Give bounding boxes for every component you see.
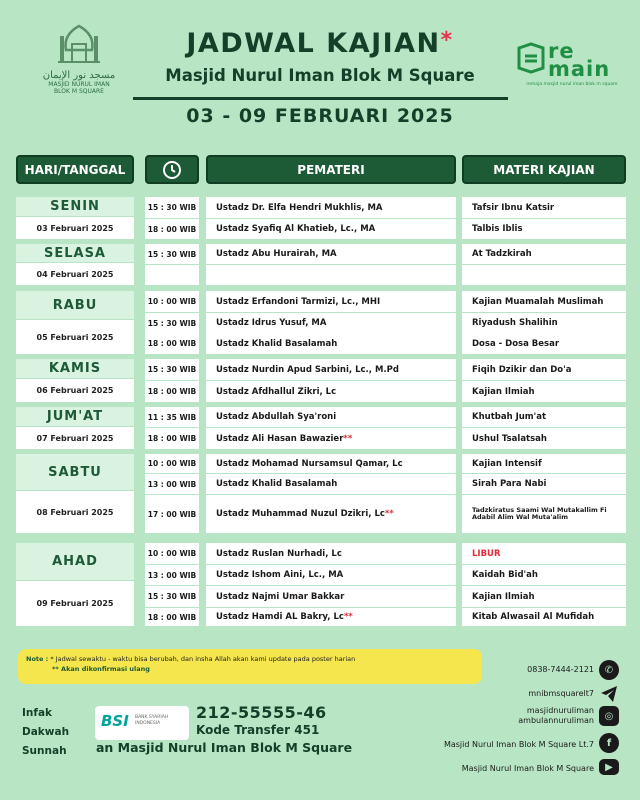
speaker-name: Ustadz Dr. Elfa Hendri Mukhlis, MA — [216, 202, 383, 213]
session-speaker — [206, 381, 456, 402]
note-line-2: ** Akan dikonfirmasi ulang — [52, 665, 150, 673]
infak-line-1: Infak — [22, 707, 53, 719]
header-time — [145, 155, 199, 184]
speaker-name: Ustadz Idrus Yusuf, MA — [216, 318, 327, 328]
session-speaker — [206, 333, 456, 354]
note-box — [18, 649, 482, 684]
session-topic: LIBUR — [462, 543, 626, 564]
speaker-name: Ustadz Nurdin Apud Sarbini, Lc., M.Pd — [216, 364, 399, 375]
session-time: 15 : 30 WIB — [145, 197, 199, 218]
whatsapp-number: 0838-7444-2121 — [527, 665, 594, 674]
day-date: 03 Februari 2025 — [16, 217, 134, 239]
session-topic: Sirah Para Nabi — [462, 474, 626, 494]
session-speaker — [206, 495, 456, 533]
session-speaker — [206, 197, 456, 218]
session-topic: Dosa - Dosa Besar — [462, 333, 626, 354]
day-date: 08 Februari 2025 — [16, 491, 134, 533]
bsi-logo — [95, 706, 189, 740]
header-day-date: HARI/TANGGAL — [16, 155, 134, 184]
session-speaker — [206, 543, 456, 564]
speaker-name: Ustadz Najmi Umar Bakkar — [216, 591, 345, 602]
speaker-name: Ustadz Erfandoni Tarmizi, Lc., MHI — [216, 296, 381, 307]
telegram-handle: mnibmsquarelt7 — [528, 689, 594, 698]
title-asterisk: * — [440, 28, 454, 53]
session-topic: Tadzkiratus Saami Wal Mutakallim Fi Adabil Alim Wal Muta'alim — [462, 495, 626, 533]
session-topic: Kajian Ilmiah — [462, 586, 626, 607]
youtube-channel: Masjid Nurul Iman Blok M Square — [461, 764, 594, 773]
session-time: 10 : 00 WIB — [145, 454, 199, 473]
session-speaker — [206, 474, 456, 494]
day-date: 07 Februari 2025 — [16, 427, 134, 449]
session-topic: Tafsir Ibnu Katsir — [462, 197, 626, 218]
speaker-name: Ustadz Khalid Basalamah — [216, 479, 338, 489]
page-subtitle: Masjid Nurul Iman Blok M Square — [165, 66, 475, 85]
session-time: 15 : 30 WIB — [145, 586, 199, 607]
session-time: 13 : 00 WIB — [145, 565, 199, 585]
session-time: 13 : 00 WIB — [145, 474, 199, 494]
header-speaker: PEMATERI — [206, 155, 456, 184]
speaker-name: Ustadz Ali Hasan Bawazier — [216, 433, 344, 444]
speaker-name: Ustadz Syafiq Al Khatieb, Lc., MA — [216, 224, 376, 234]
logo-arabic-text: مسجد نور الإيمان — [42, 70, 116, 81]
remain-tagline: remaja masjid nurul iman blok m square — [526, 82, 618, 87]
speaker-name: Ustadz Afdhallul Zikri, Lc — [216, 386, 337, 397]
session-topic: Kajian Muamalah Muslimah — [462, 291, 626, 312]
confirm-mark: ** — [343, 612, 353, 622]
infak-line-3: Sunnah — [22, 745, 67, 757]
session-topic: Kitab Alwasail Al Mufidah — [462, 608, 626, 626]
logo-line-1: MASJID NURUL IMAN — [48, 81, 110, 88]
speaker-name: Ustadz Abdullah Sya'roni — [216, 412, 337, 422]
session-time: 10 : 00 WIB — [145, 291, 199, 312]
session-topic: Talbis Iblis — [462, 219, 626, 239]
day-name: SENIN — [16, 197, 134, 216]
youtube-icon: ▶ — [599, 759, 619, 775]
day-date: 05 Februari 2025 — [16, 320, 134, 354]
session-time: 15 : 30 WIB — [145, 244, 199, 264]
note-line-1: * Jadwal sewaktu - waktu bisa berubah, dan insha Allah akan kami update pada poster harian — [50, 655, 356, 663]
session-speaker — [206, 428, 456, 449]
header-divider — [133, 97, 508, 100]
session-speaker — [206, 219, 456, 239]
day-name: SELASA — [16, 244, 134, 262]
bsi-sub-2: INDONESIA — [135, 721, 161, 726]
day-name: SABTU — [16, 454, 134, 490]
day-date: 06 Februari 2025 — [16, 379, 134, 402]
speaker-name: Ustadz Muhammad Nuzul Dzikri, Lc — [216, 509, 385, 519]
session-speaker — [206, 407, 456, 427]
speaker-name: Ustadz Ruslan Nurhadi, Lc — [216, 548, 342, 559]
session-speaker — [206, 359, 456, 380]
session-topic — [462, 265, 626, 285]
session-topic: Khutbah Jum'at — [462, 407, 626, 427]
note-label: Note : — [26, 655, 49, 663]
day-date: 09 Februari 2025 — [16, 581, 134, 626]
session-speaker — [206, 565, 456, 585]
clock-icon — [162, 160, 182, 180]
session-time: 18 : 00 WIB — [145, 381, 199, 402]
bsi-sub-1: BANK SYARIAH — [135, 715, 169, 720]
remain-re: re — [548, 39, 575, 63]
day-name: JUM'AT — [16, 407, 134, 426]
session-speaker — [206, 313, 456, 333]
session-speaker — [206, 265, 456, 285]
speaker-name: Ustadz Mohamad Nursamsul Qamar, Lc — [216, 458, 403, 469]
account-name: an Masjid Nurul Iman Blok M Square — [96, 740, 353, 755]
speaker-name: Ustadz Abu Hurairah, MA — [216, 249, 337, 259]
day-date: 04 Februari 2025 — [16, 263, 134, 285]
session-topic: At Tadzkirah — [462, 244, 626, 264]
speaker-name: Ustadz Ishom Aini, Lc., MA — [216, 570, 344, 580]
speaker-name: Ustadz Hamdi AL Bakry, Lc — [216, 612, 344, 622]
day-name: KAMIS — [16, 359, 134, 378]
whatsapp-icon: ✆ — [599, 660, 619, 680]
account-number: 212-55555-46 — [196, 703, 327, 722]
remain-main: main — [548, 57, 611, 81]
instagram-handle-1: masjidnuruliman — [526, 706, 594, 715]
logo-line-2: BLOK M SQUARE — [54, 88, 104, 95]
session-time: 18 : 00 WIB — [145, 219, 199, 239]
session-topic: Kajian Intensif — [462, 454, 626, 473]
session-topic: Kajian Ilmiah — [462, 381, 626, 402]
infak-line-2: Dakwah — [22, 726, 70, 738]
facebook-page: Masjid Nurul Iman Blok M Square Lt.7 — [443, 740, 594, 749]
bsi-logo-text: BSI — [101, 712, 129, 730]
session-time: 18 : 00 WIB — [145, 428, 199, 449]
confirm-mark: ** — [384, 509, 394, 519]
infak-label — [22, 704, 69, 761]
session-time: 17 : 00 WIB — [145, 495, 199, 533]
session-topic: Fiqih Dzikir dan Do'a — [462, 359, 626, 380]
facebook-icon: f — [599, 733, 619, 753]
mosque-emblem-icon — [54, 22, 104, 68]
day-name: RABU — [16, 291, 134, 319]
session-topic: Kaidah Bid'ah — [462, 565, 626, 585]
session-time: 18 : 00 WIB — [145, 608, 199, 626]
transfer-code: Kode Transfer 451 — [196, 723, 320, 737]
speaker-name: Ustadz Khalid Basalamah — [216, 338, 338, 349]
session-time: 11 : 35 WIB — [145, 407, 199, 427]
session-time: 15 : 30 WIB — [145, 359, 199, 380]
session-speaker — [206, 454, 456, 473]
instagram-handle-2: ambulannuruliman — [518, 716, 594, 725]
session-time — [145, 265, 199, 285]
session-time: 15 : 30 WIB — [145, 313, 199, 333]
session-time: 18 : 00 WIB — [145, 333, 199, 354]
session-speaker — [206, 291, 456, 312]
session-speaker — [206, 586, 456, 607]
session-topic: Ushul Tsalatsah — [462, 428, 626, 449]
date-range: 03 - 09 FEBRUARI 2025 — [186, 105, 454, 127]
session-topic: Riyadush Shalihin — [462, 313, 626, 333]
telegram-icon — [599, 684, 619, 708]
instagram-icon: ◎ — [599, 706, 619, 726]
session-time: 10 : 00 WIB — [145, 543, 199, 564]
book-icon — [516, 42, 546, 74]
remain-logo — [514, 40, 630, 90]
session-speaker — [206, 608, 456, 626]
header-topic: MATERI KAJIAN — [462, 155, 626, 184]
mosque-logo — [34, 22, 124, 102]
page-title: JADWAL KAJIAN* — [186, 28, 454, 59]
confirm-mark: ** — [343, 433, 353, 444]
session-speaker — [206, 244, 456, 264]
day-name: AHAD — [16, 543, 134, 580]
